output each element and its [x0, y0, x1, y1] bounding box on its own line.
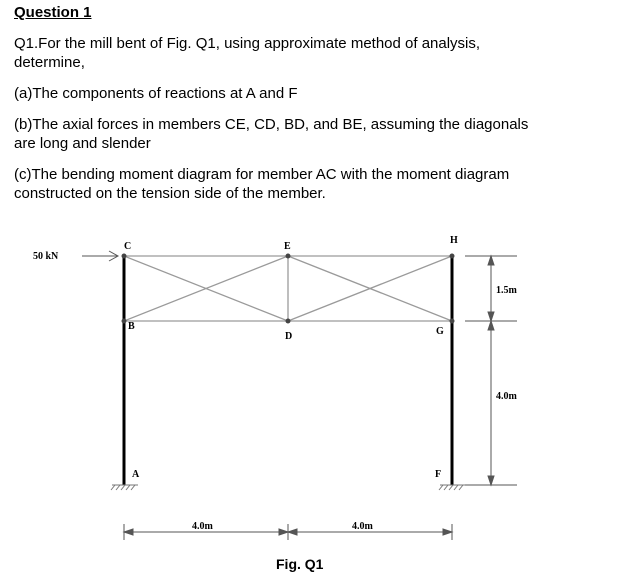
node-label-d: D	[285, 331, 293, 342]
part-a: (a)The components of reactions at A and F	[14, 85, 298, 102]
node-label-g: G	[436, 326, 444, 337]
node-label-h: H	[450, 235, 458, 246]
joint-e	[286, 254, 291, 259]
intro-line-1: Q1.For the mill bent of Fig. Q1, using approximate method of analysis,	[14, 35, 481, 52]
question-title: Question 1	[14, 4, 92, 21]
joint-d	[286, 319, 291, 324]
joint-g	[450, 319, 455, 324]
load-label: 50 kN	[33, 251, 59, 262]
part-b-line-1: (b)The axial forces in members CE, CD, BD, and BE, assuming the diagonals	[14, 116, 529, 133]
dim-label-column-height: 4.0m	[496, 391, 517, 402]
dim-label-top-height: 1.5m	[496, 285, 517, 296]
dim-label-left-span: 4.0m	[192, 521, 213, 532]
dim-label-right-span: 4.0m	[352, 521, 373, 532]
node-label-b: B	[128, 321, 135, 332]
figure-caption: Fig. Q1	[276, 556, 324, 572]
joint-h	[450, 254, 455, 259]
support-a	[111, 485, 138, 490]
load-arrow	[82, 251, 118, 261]
part-c-line-1: (c)The bending moment diagram for member AC with the moment diagram	[14, 166, 510, 183]
node-label-c: C	[124, 241, 132, 252]
truss-bracing	[124, 256, 452, 321]
intro-line-2: determine,	[14, 54, 85, 71]
part-b-line-2: are long and slender	[14, 135, 151, 152]
node-label-f: F	[435, 469, 442, 480]
joint-c	[122, 254, 127, 259]
node-label-a: A	[132, 469, 140, 480]
horizontal-dimensions	[124, 524, 452, 540]
support-f	[439, 485, 466, 490]
part-c-line-2: constructed on the tension side of the member.	[14, 185, 326, 202]
node-label-e: E	[284, 241, 291, 252]
joint-b	[122, 319, 127, 324]
